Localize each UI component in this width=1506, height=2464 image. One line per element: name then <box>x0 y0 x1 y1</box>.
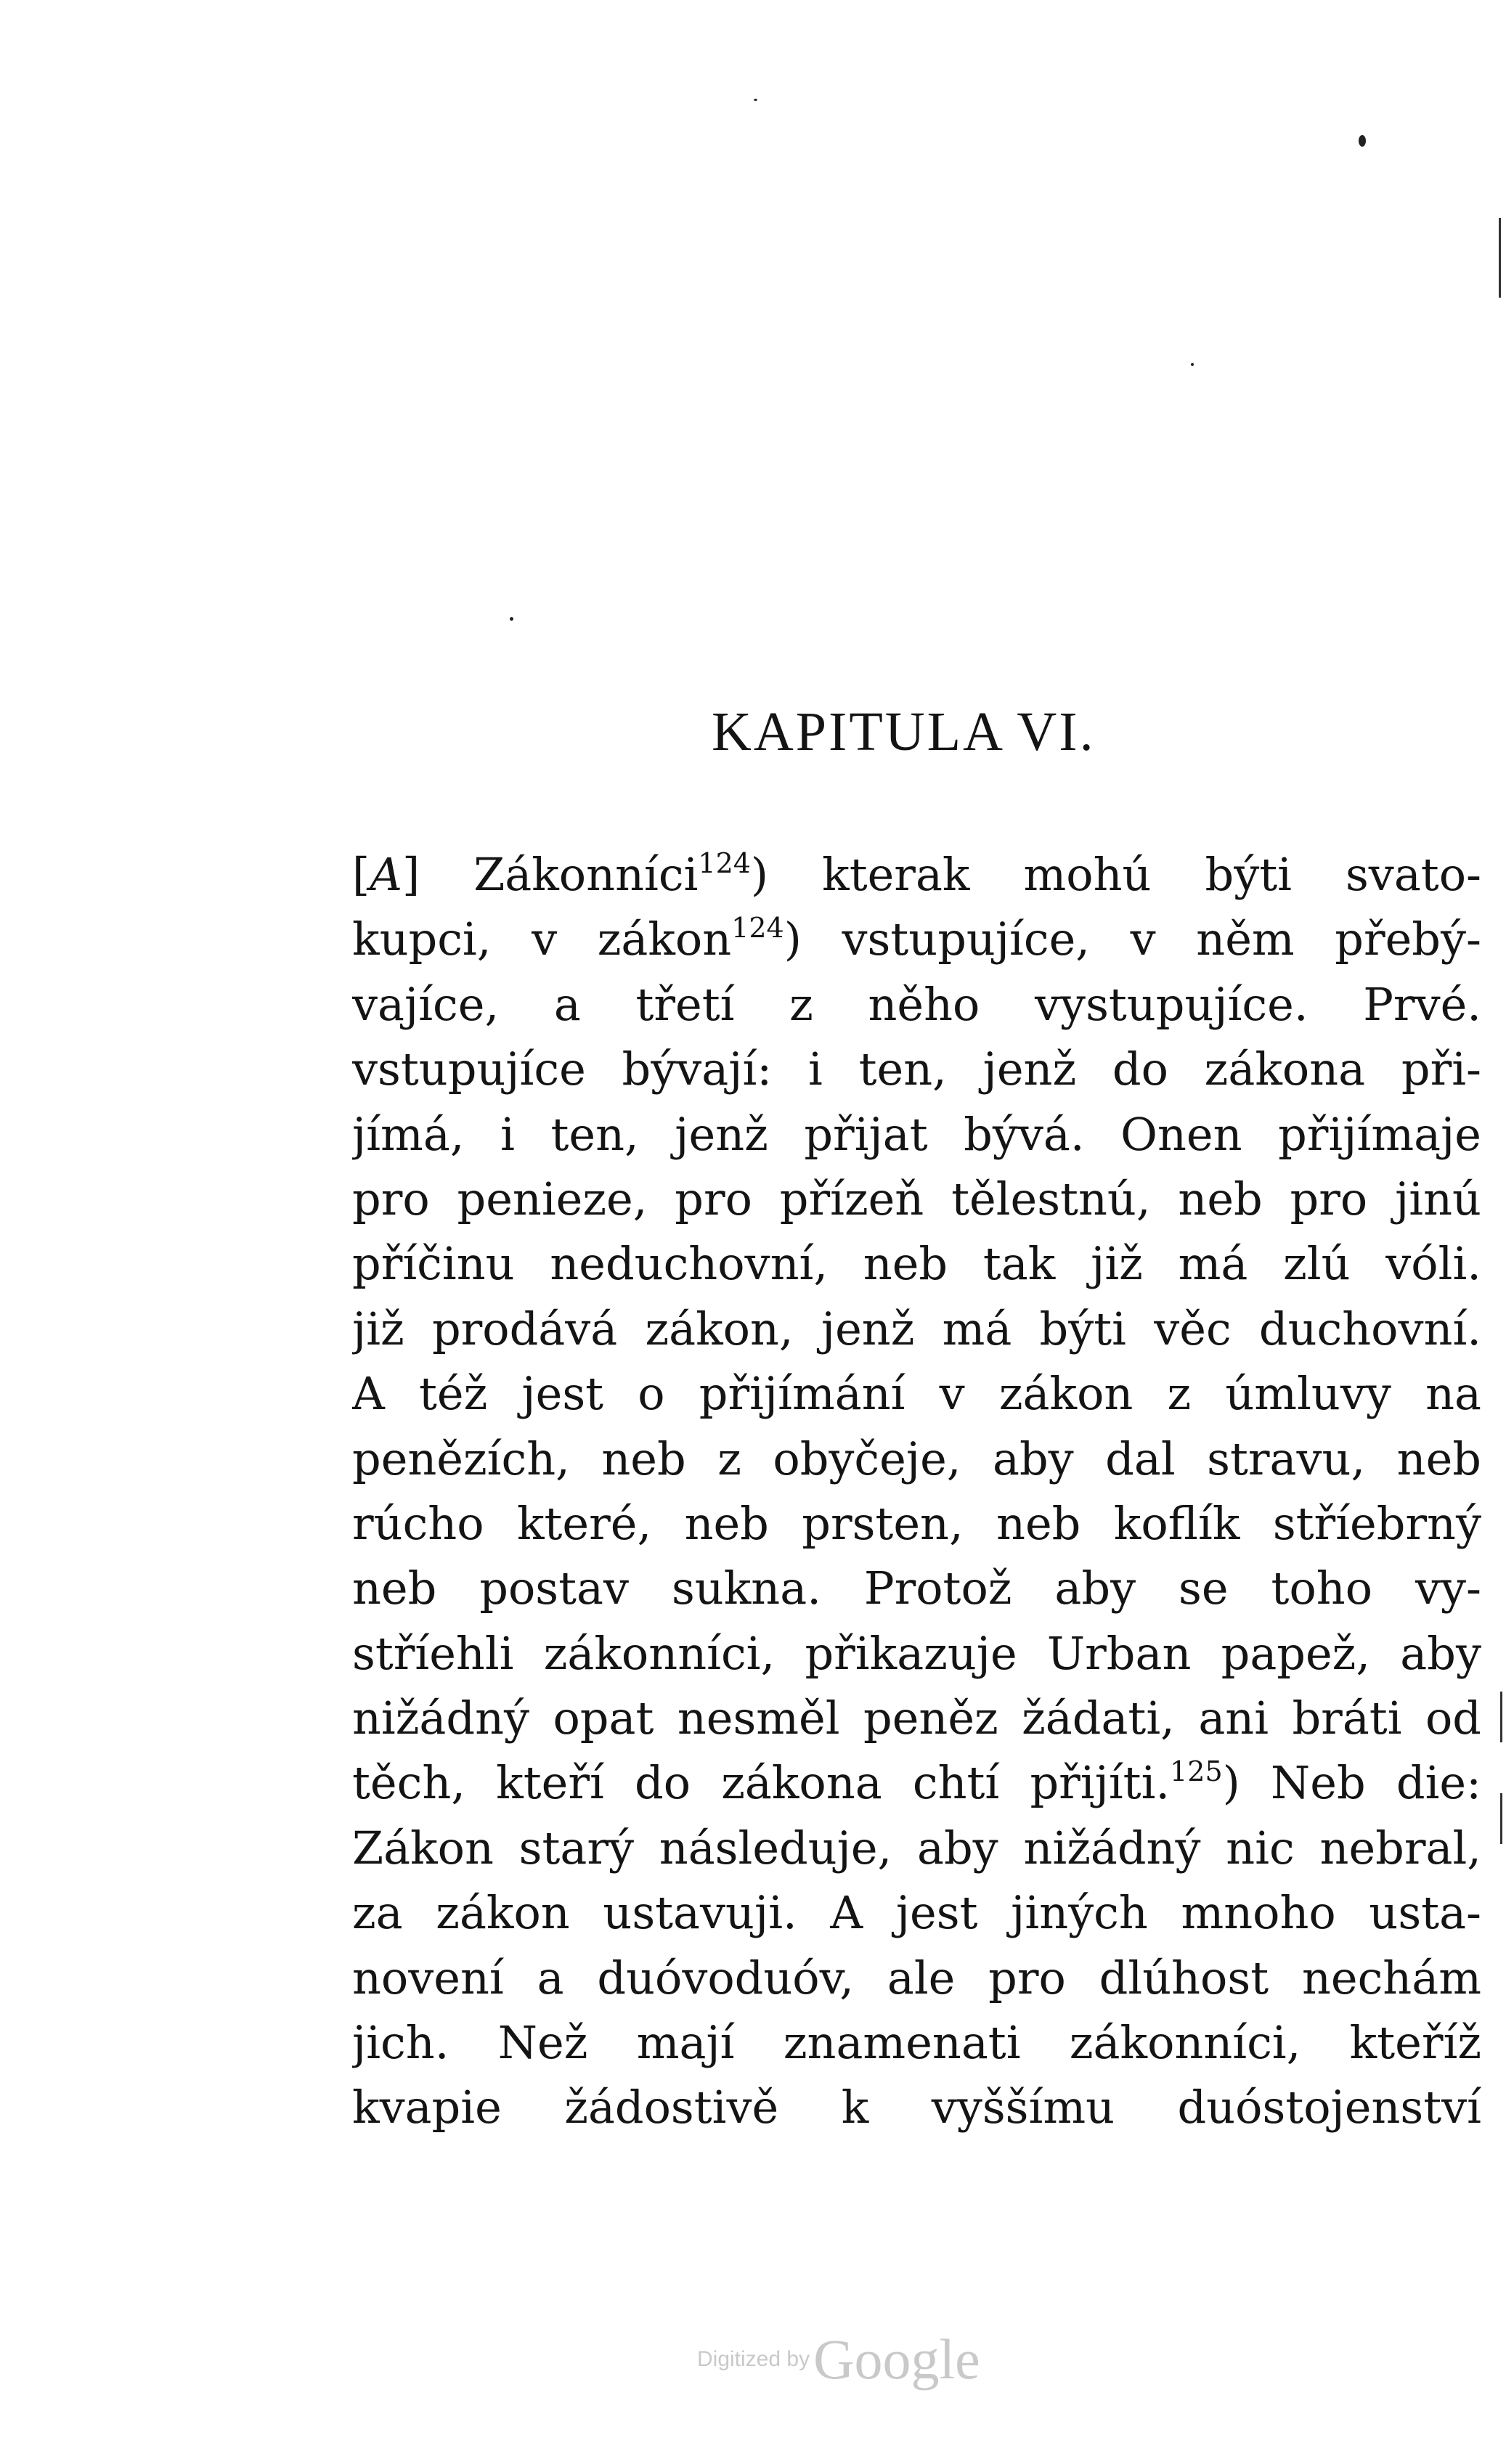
text-line: vstupujíce bývají: i ten, jenž do zákona při- <box>352 1043 1481 1096</box>
text-line: nižádný opat nesměl peněz žádati, ani bráti od <box>352 1692 1481 1745</box>
scan-speck <box>754 99 757 101</box>
text-line: stříehli zákonníci, přikazuje Urban papež, aby <box>352 1626 1481 1680</box>
text-line: kvapie žádostivě k vyššímu duóstojenství <box>352 2081 1481 2134</box>
text-line: jich. Než mají znamenati zákonníci, kteříž <box>352 2016 1481 2070</box>
page-edge-mark <box>1500 1793 1502 1844</box>
chapter-title: KAPITULA VI. <box>712 701 1096 762</box>
text-line: již prodává zákon, jenž má býti věc duchovní. <box>352 1302 1481 1355</box>
text-line: příčinu neduchovní, neb tak již má zlú vóli. <box>352 1237 1481 1291</box>
text-line: kupci, v zákon$^{124}$) vstupujíce, v něm přebý- <box>352 912 1481 966</box>
chapter-body <box>352 842 1492 2140</box>
digitized-watermark <box>697 2327 980 2392</box>
text-line: za zákon ustavuji. A jest jiných mnoho usta- <box>352 1886 1481 1940</box>
text-line: Zákon starý následuje, aby nižádný nic nebral, <box>352 1821 1481 1874</box>
text-line: vajíce, a třetí z něho vystupujíce. Prvé. <box>352 977 1481 1031</box>
scan-speck <box>510 617 513 621</box>
footnote-ref: 124 <box>698 847 751 879</box>
text-line: pro penieze, pro přízeň tělestnú, neb pro jinú <box>352 1172 1481 1225</box>
text-line: A též jest o přijímání v zákon z úmluvy na <box>352 1367 1481 1421</box>
google-logo: Google <box>813 2328 980 2391</box>
text-line: [A] Zákonníci$^{124}$) kterak mohú býti svato- <box>352 847 1481 901</box>
text-line: neb postav sukna. Protož aby se toho vy- <box>352 1562 1481 1615</box>
footnote-ref: 125 <box>1170 1755 1223 1788</box>
page-edge-mark <box>1500 1692 1502 1742</box>
text-line: rúcho které, neb prsten, neb koflík stříebrný <box>352 1496 1481 1550</box>
scan-speck <box>1191 363 1194 366</box>
text-line: jímá, i ten, jenž přijat bývá. Onen přijímaje <box>352 1107 1481 1161</box>
text-line: novení a duóvoduóv, ale pro dlúhost nechám <box>352 1951 1481 2004</box>
watermark-small: Digitized by <box>697 2347 810 2371</box>
text-line: těch, kteří do zákona chtí přijíti.$^{125}$) Neb die: <box>352 1755 1481 1810</box>
scan-speck <box>1359 135 1366 147</box>
footnote-ref: 124 <box>731 912 784 945</box>
text-line: penězích, neb z obyčeje, aby dal stravu, neb <box>352 1432 1481 1485</box>
page-edge-mark <box>1499 218 1501 298</box>
